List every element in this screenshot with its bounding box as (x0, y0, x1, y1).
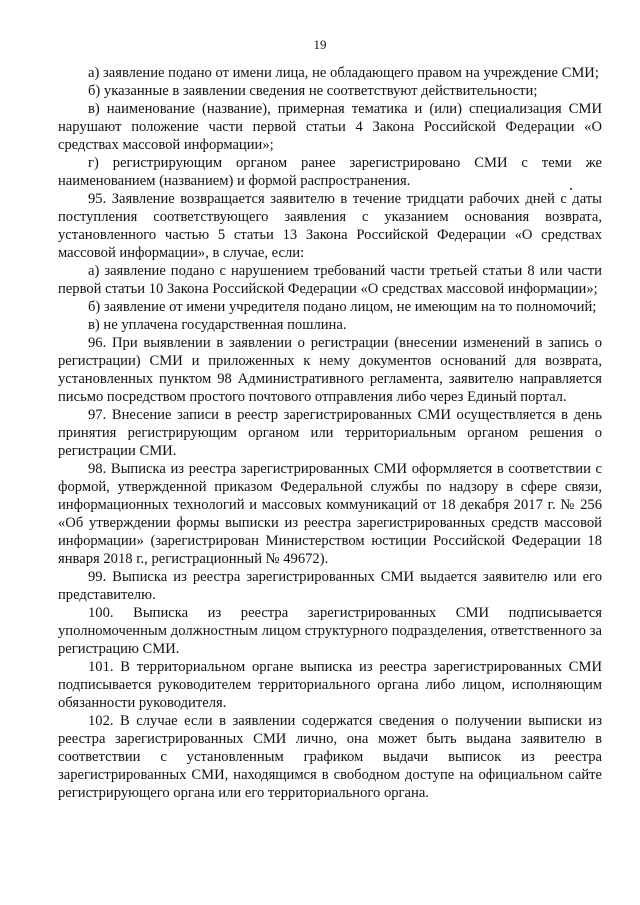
paragraph-94d: г) регистрирующим органом ранее зарегистрировано СМИ с теми же наименованием (названием) и формой распространения. (58, 155, 602, 189)
paragraph-94a: а) заявление подано от имени лица, не обладающего правом на учреждение СМИ; (88, 65, 599, 81)
paragraph-100: 100. Выписка из реестра зарегистрированных СМИ подписывается уполномоченным должностным лицом структурного подразделения, ответственного за регистрацию СМИ. (58, 605, 602, 657)
paragraph-96: 96. При выявлении в заявлении о регистрации (внесении изменений в запись о регистрации) СМИ и приложенных к нему документов оснований для возврата, установленных пунктом 98 Административного регламента, заявителю направляется письмо посредством простого почтового отправления либо через Единый портал. (58, 335, 602, 405)
paragraph-94c: в) наименование (название), примерная тематика и (или) специализация СМИ нарушают положение части первой статьи 4 Закона Российской Федерации «О средствах массовой информации»; (58, 101, 602, 153)
paragraph-95: 95. Заявление возвращается заявителю в течение тридцати рабочих дней с даты поступления соответствующего заявления с указанием основания возврата, установленного частью 5 статьи 13 Закона Российской Федерации «О средствах массовой информации», в случае, если: (58, 191, 602, 261)
paragraph-98: 98. Выписка из реестра зарегистрированных СМИ оформляется в соответствии с формой, утвержденной приказом Федеральной службы по надзору в сфере связи, информационных технологий и массовых коммуникаций от 18 декабря 2017 г. № 256 «Об утверждении формы выписки из реестра зарегистрированных средств массовой информации» (зарегистрирован Министерством юстиции Российской Федерации 18 января 2018 г., регистрационный № 49672). (58, 461, 602, 567)
paragraph-95b: б) заявление от имени учредителя подано лицом, не имеющим на то полномочий; (88, 299, 597, 315)
page-number: 19 (313, 37, 327, 52)
paragraph-95c: в) не уплачена государственная пошлина. (88, 317, 347, 333)
paragraph-97: 97. Внесение записи в реестр зарегистрированных СМИ осуществляется в день принятия регистрирующим органом или территориальным органом решения о регистрации СМИ. (58, 407, 602, 459)
paragraph-95a: а) заявление подано с нарушением требований части третьей статьи 8 или части первой статьи 10 Закона Российской Федерации «О средствах массовой информации»; (58, 263, 602, 297)
paragraph-94b: б) указанные в заявлении сведения не соответствуют действительности; (88, 83, 538, 99)
document-body (58, 64, 602, 802)
paragraph-99: 99. Выписка из реестра зарегистрированных СМИ выдается заявителю или его представителю. (58, 569, 602, 603)
paragraph-102: 102. В случае если в заявлении содержатся сведения о получении выписки из реестра зарегистрированных СМИ лично, она может быть выдана заявителю в соответствии с установленным графиком выдачи выписок из реестра зарегистрированных СМИ, находящимся в свободном доступе на официальном сайте регистрирующего органа или его территориального органа. (58, 713, 602, 801)
paragraph-101: 101. В территориальном органе выписка из реестра зарегистрированных СМИ подписывается руководителем территориального органа либо лицом, исполняющим обязанности руководителя. (58, 659, 602, 711)
